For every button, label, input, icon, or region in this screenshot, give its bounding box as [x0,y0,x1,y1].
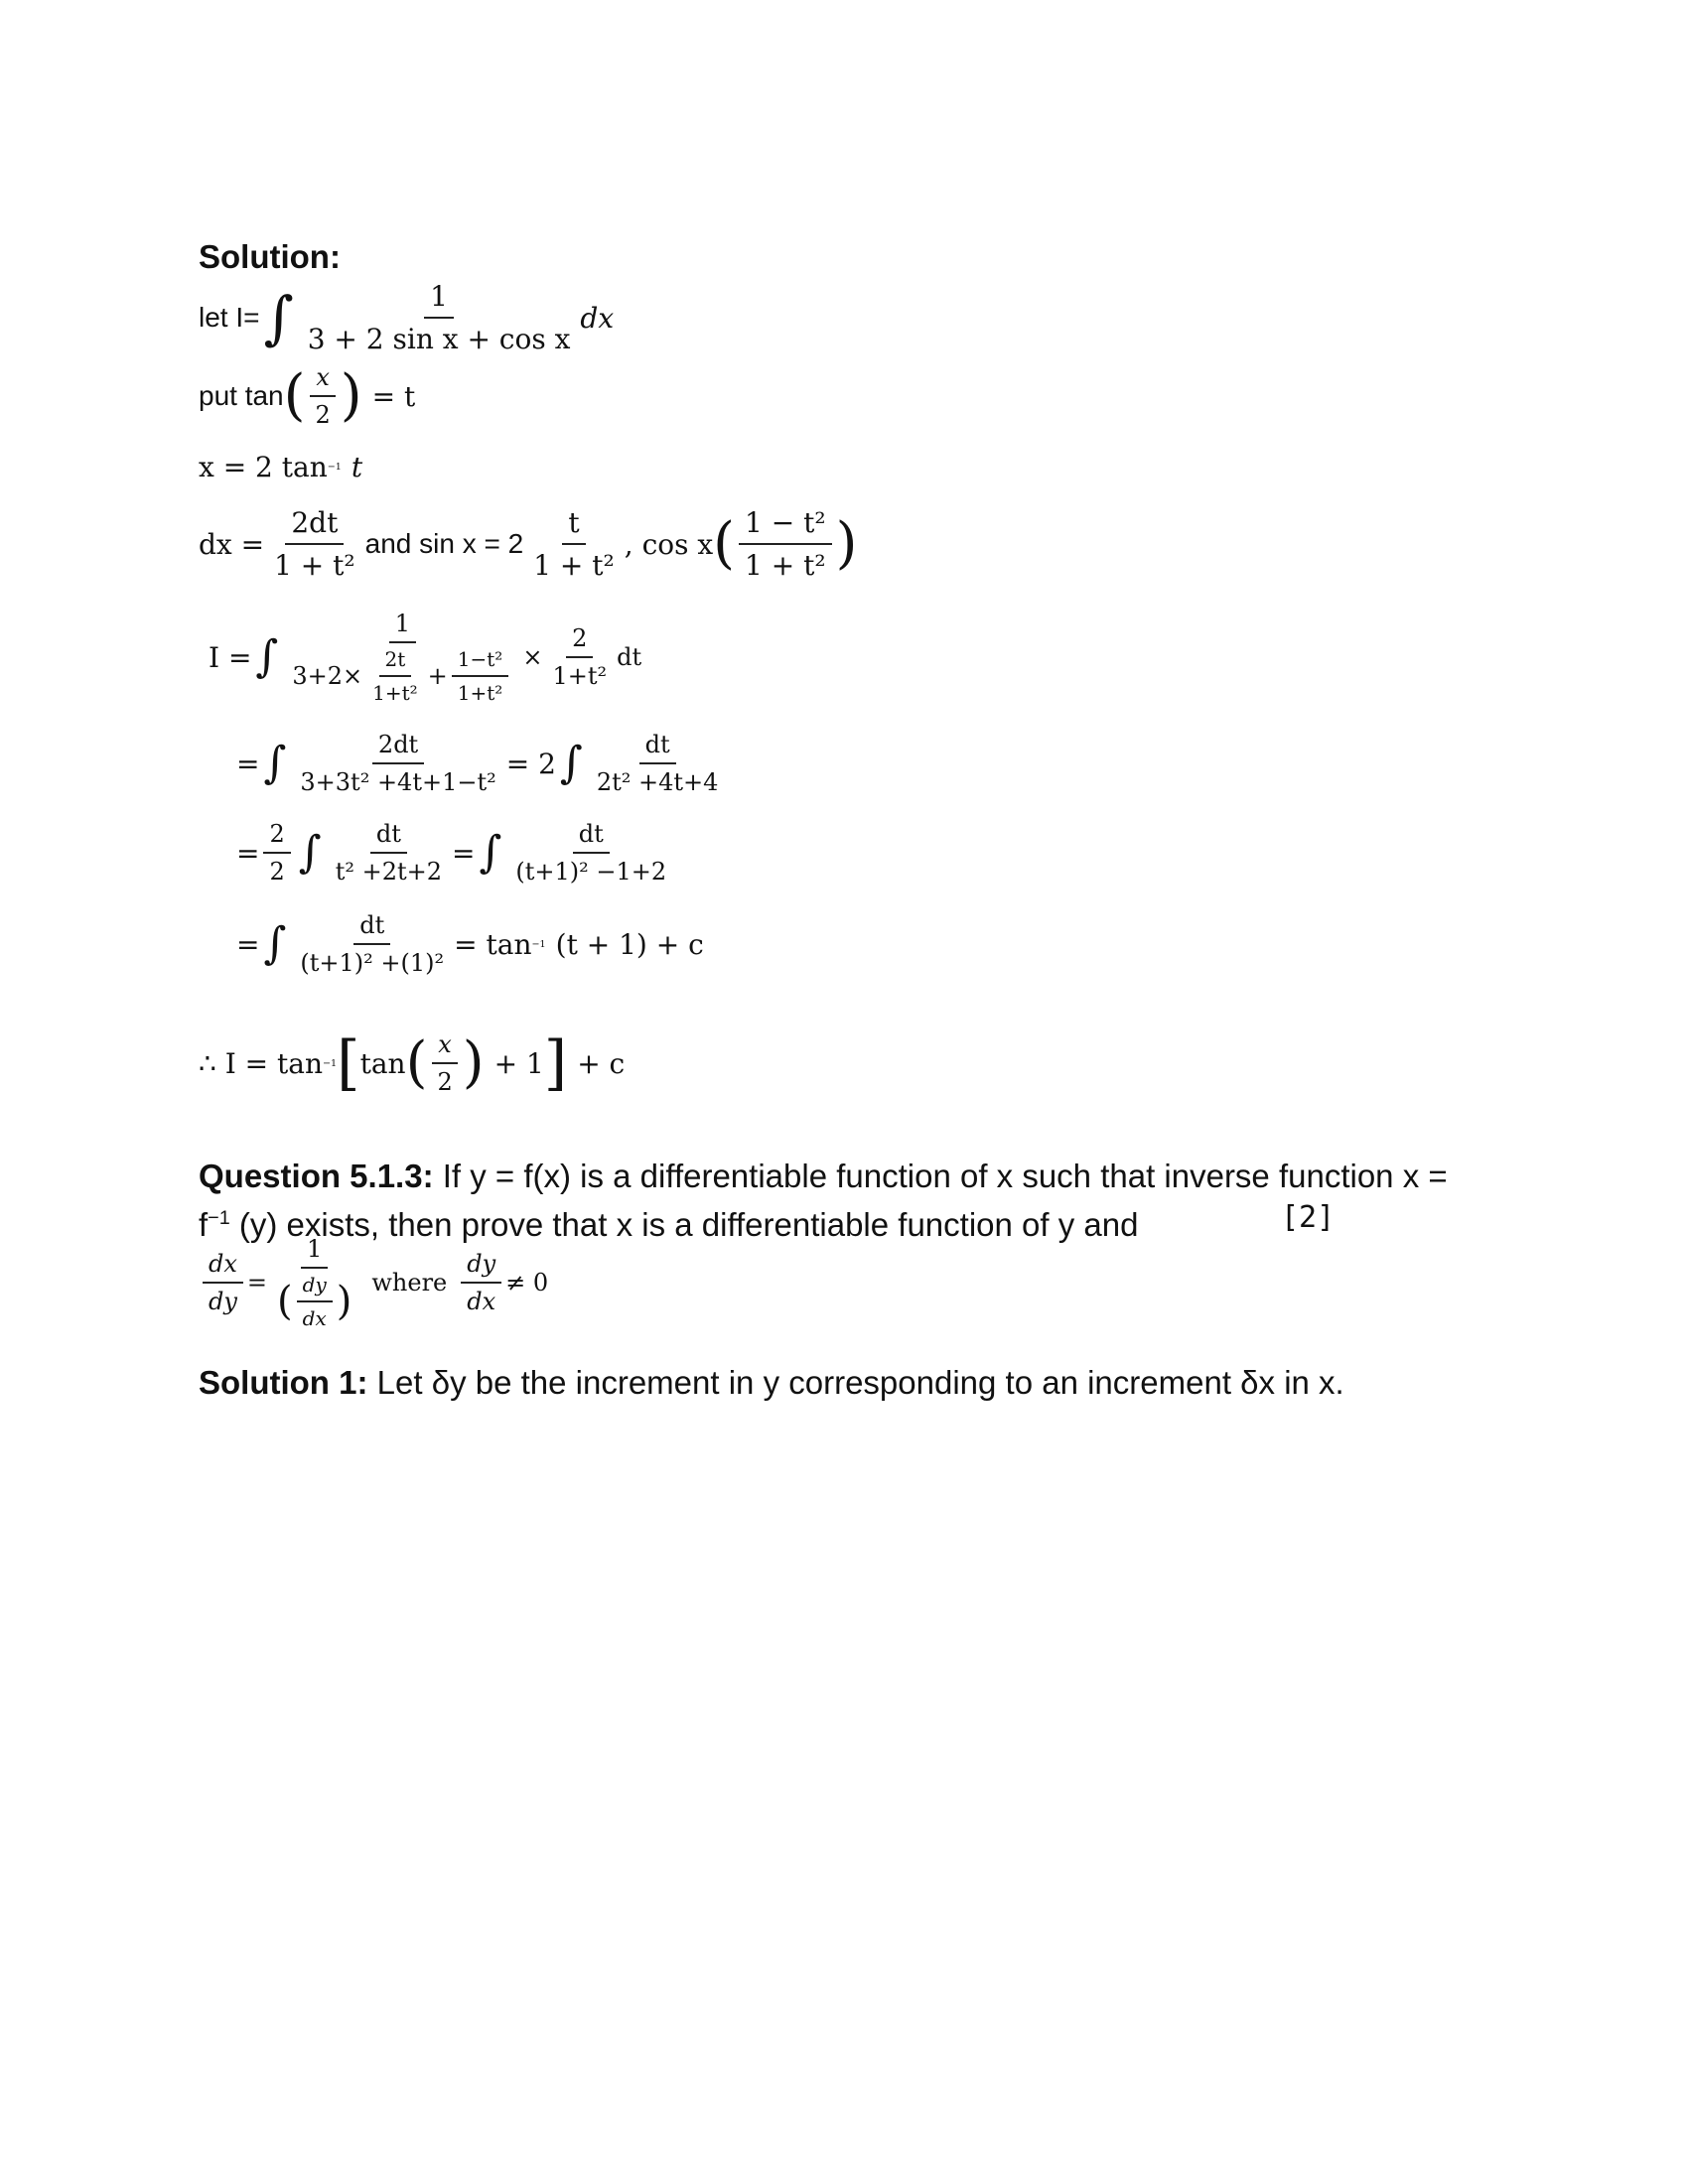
fraction: $\frac{x}{2}$ [310,363,337,429]
fraction: $\frac{\text{1 − t²}}{\text{1 + t²}}$ [739,506,832,582]
eq-text: ∴ I = tan [199,1046,324,1080]
fraction: $\frac{2dt}{\text{3+3t² +4t+1−t²}}$ [300,731,496,796]
fraction: $\frac{dt}{\text{t² +2t+2}}$ [335,820,442,886]
solution-heading: Solution: [199,238,341,275]
solution1-label: Solution 1: [199,1364,368,1401]
eq-text: dt [617,643,642,671]
fraction: $\frac{x}{2}$ [431,1030,458,1096]
fraction: $\frac{dt}{\text{(t+1)² −1+2}}$ [515,820,667,886]
eq-text: put tan [199,380,284,411]
fraction: $\frac{dt}{\text{2t² +4t+4}}$ [596,731,719,796]
question-formula: $\frac{dx}{dy}$ = 1 ( $\frac{dy}{dx}$ ) where $\frac{dy}{dx}$ ≠ 0 [199,1235,548,1330]
equation-x-inverse: x = 2 tan −1 t [199,451,363,483]
equation-I-substituted: I = ∫ 1 3+2× $\frac{2t}{\text{1+t²}}$ + $\frac{\text{1−t²}}{\text{1+t²}}$ × $\frac{2}{\text{1+t²}}$ dt [209,610,642,705]
question-paragraph: Question 5.1.3: If y = f(x) is a differentiable function of x such that inverse function x = $f^{-1}$ (y) exists, then prove that x is a differentiable function of y and [2] [199,1158,1448,1243]
fraction: $\frac{2t}{\text{1+t²}}$ [372,647,418,705]
fraction: $\frac{dt}{\text{(t+1)² +(1)²}}$ [300,911,445,977]
question-text: If y = f(x) is a differentiable function of x such that inverse function x = [433,1158,1448,1194]
fraction: $\frac{\text{1−t²}}{\text{1+t²}}$ [452,647,509,705]
fraction: $\frac{t}{\text{1 + t²}}$ [533,506,615,582]
equation-final-result: ∴ I = tan −1 [ tan ( $\frac{x}{2}$ ) + 1 ] + c [199,1028,626,1098]
equation-step-1: = ∫ $\frac{2dt}{\text{3+3t² +4t+1−t²}}$ = 2 ∫ $\frac{dt}{\text{2t² +4t+4}}$ [236,731,728,796]
integral-sign: ∫ [263,284,294,351]
question-label: Question 5.1.3: [199,1158,434,1194]
solution1-paragraph [199,1362,1344,1404]
eq-text: = t [371,379,416,413]
fraction: 1 3+2× $\frac{2t}{\text{1+t²}}$ + $\frac{\text{1−t²}}{\text{1+t²}}$ [286,610,518,705]
fraction: $\frac{2dt}{\text{1 + t²}}$ [274,506,355,582]
eq-text: let I= [199,302,260,333]
equation-let-integral [199,280,614,355]
eq-text: I = [209,640,252,674]
eq-text: , cos x [624,527,714,561]
question-text: (y) exists, then prove that x is a differentiable function of y and [229,1206,1139,1243]
fraction: $\frac{dx}{dy}$ [203,1250,243,1315]
fraction: $\frac{2}{\text{1+t²}}$ [552,624,608,690]
solution1-text: Let δy be the increment in y corresponding to an increment δx in x. [367,1364,1344,1401]
equation-step-2: = $\frac{2}{2}$ ∫ $\frac{dt}{\text{t² +2t+2}}$ = ∫ $\frac{dt}{\text{(t+1)² −1+2}}$ [236,820,676,886]
marks-badge: [2] [1281,1200,1336,1235]
eq-text: t [351,451,363,483]
eq-text: dx [580,301,615,335]
fraction: $\frac{dy}{dx}$ [297,1273,333,1330]
eq-text: dx = [199,527,265,561]
eq-text: and sin x = 2 [364,528,524,559]
equation-step-3: = ∫ $\frac{dt}{\text{(t+1)² +(1)²}}$ = tan −1 (t + 1) + c [236,911,704,977]
fraction: $\frac{dy}{dx}$ [461,1250,501,1315]
equation-substitution: put tan ( $\frac{x}{2}$ ) = t [199,363,416,429]
fraction: $\frac{1}{\text{3 + 2 sin x + cos x}}$ [307,280,571,355]
fraction: 1 ( $\frac{dy}{dx}$ ) [277,1235,352,1330]
eq-text: x = 2 tan [199,451,328,483]
fraction: $\frac{2}{2}$ [263,820,290,886]
equation-dx-sin-cos: dx = $\frac{2dt}{\text{1 + t²}}$ and sin x = 2 $\frac{t}{\text{1 + t²}}$ , cos x ( $\frac{\text{1 − t²}}{\text{1 + t²}}$ ) [199,506,858,582]
